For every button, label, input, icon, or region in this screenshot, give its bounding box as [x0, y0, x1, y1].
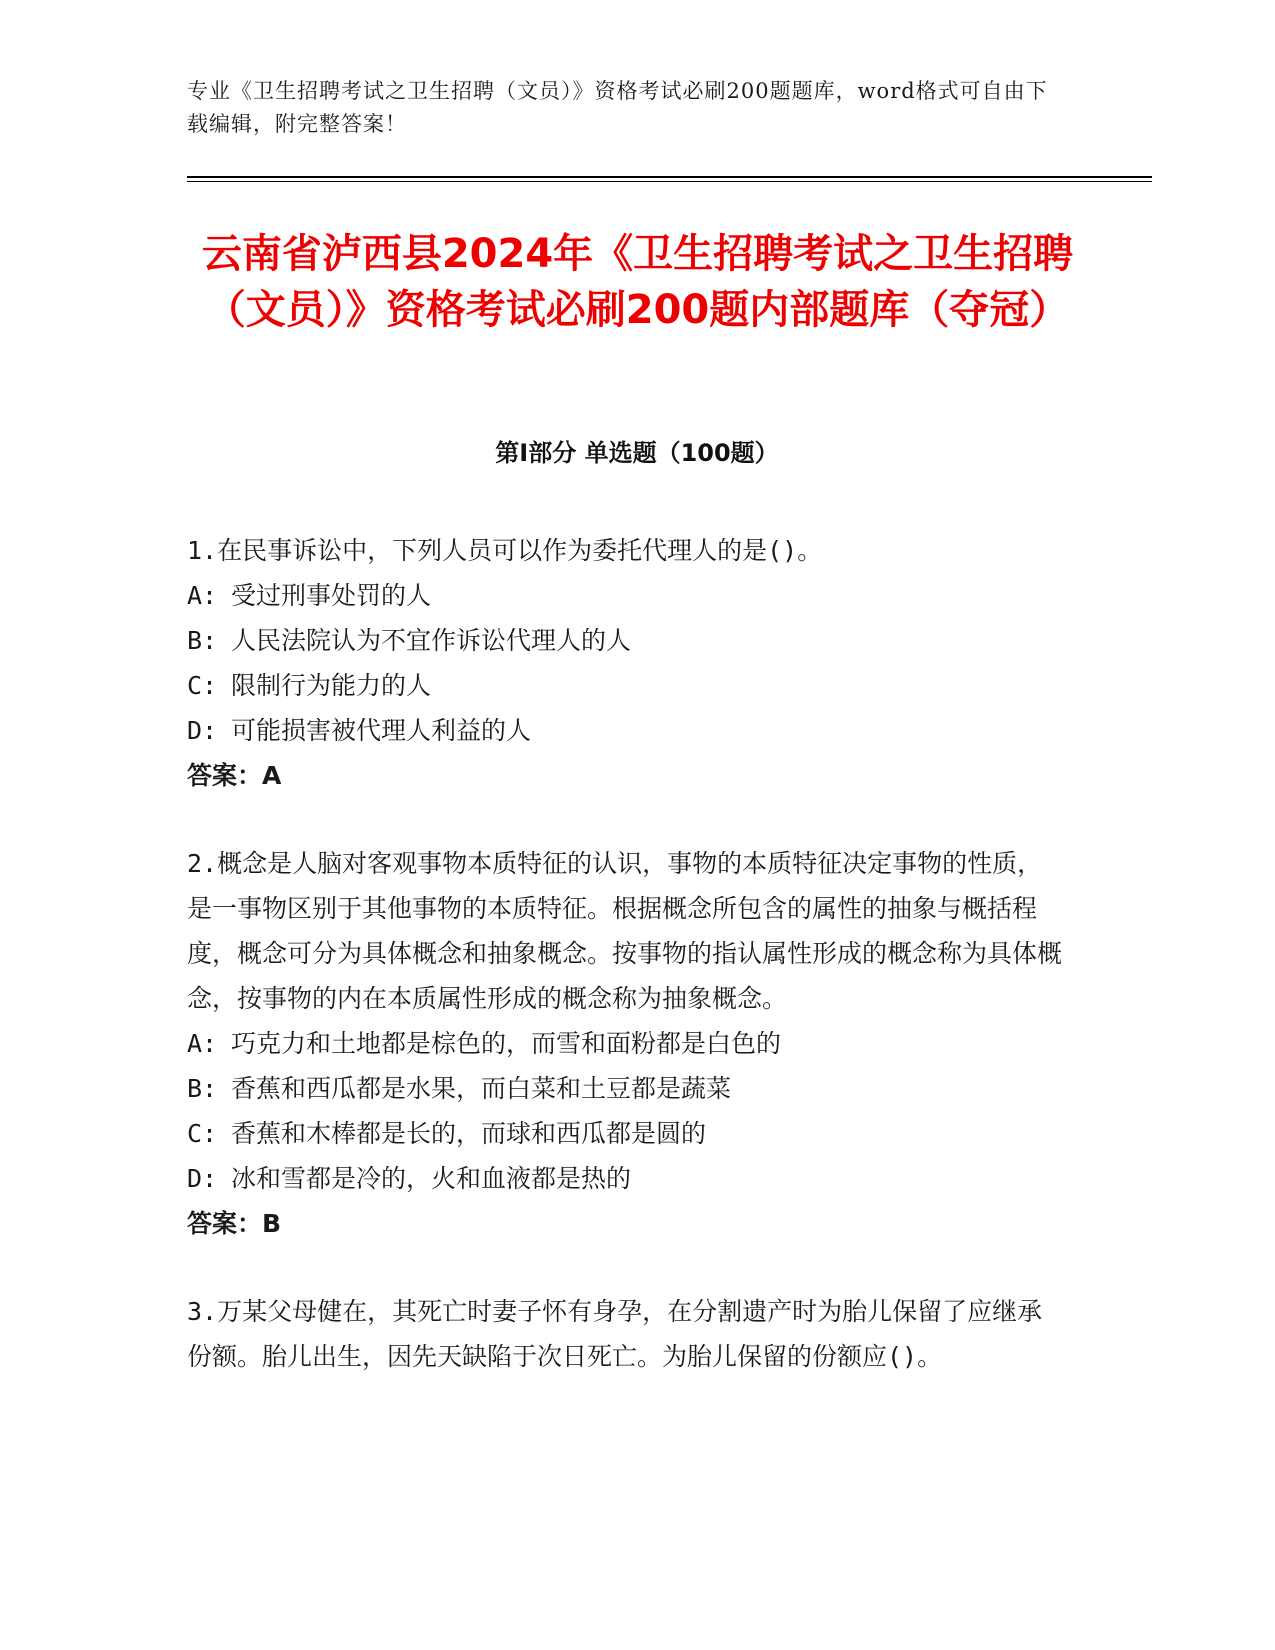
section-title: 第Ⅰ部分 单选题（100题） [495, 439, 779, 467]
document-title: 云南省泸西县2024年《卫生招聘考试之卫生招聘（文员）》资格考试必刷200题内部题库（夺冠） [201, 231, 1074, 333]
question-stem: 3.万某父母健在，其死亡时妻子怀有身孕，在分割遗产时为胎儿保留了应继承份额。胎儿出生，因先天缺陷于次日死亡。为胎儿保留的份额应()。 [187, 1297, 1043, 1371]
option-c [187, 1111, 1067, 1156]
option-text: 冰和雪都是冷的，火和血液都是热的 [231, 1164, 632, 1193]
option-text: 可能损害被代理人利益的人 [231, 716, 532, 745]
question-1 [187, 528, 1067, 798]
header-divider-thin [187, 181, 1152, 182]
answer: 答案：B [187, 1209, 282, 1238]
option-c [187, 663, 1067, 708]
question-stem: 1.在民事诉讼中，下列人员可以作为委托代理人的是()。 [187, 536, 823, 565]
option-key: D: [187, 1164, 218, 1193]
option-key: B: [187, 1074, 218, 1103]
option-key: B: [187, 626, 218, 655]
option-key: A: [187, 1029, 218, 1058]
option-a [187, 573, 1067, 618]
option-text: 巧克力和土地都是棕色的，而雪和面粉都是白色的 [231, 1029, 782, 1058]
option-b [187, 618, 1067, 663]
answer: 答案：A [187, 761, 282, 790]
option-text: 限制行为能力的人 [231, 671, 432, 700]
option-text: 香蕉和木棒都是长的，而球和西瓜都是圆的 [231, 1119, 707, 1148]
question-list [187, 528, 1067, 1422]
option-text: 受过刑事处罚的人 [231, 581, 432, 610]
option-key: D: [187, 716, 218, 745]
option-key: A: [187, 581, 218, 610]
header-divider-thick [187, 176, 1152, 178]
question-3 [187, 1289, 1067, 1379]
option-key: C: [187, 671, 218, 700]
option-d [187, 708, 1067, 753]
option-b [187, 1066, 1067, 1111]
question-stem: 2.概念是人脑对客观事物本质特征的认识，事物的本质特征决定事物的性质，是一事物区别于其他事物的本质特征。根据概念所包含的属性的抽象与概括程度，概念可分为具体概念和抽象概念。按事物的指认属性形成的概念称为具体概念，按事物的内在本质属性形成的概念称为抽象概念。 [187, 849, 1063, 1013]
option-d [187, 1156, 1067, 1201]
header-note: 专业《卫生招聘考试之卫生招聘（文员）》资格考试必刷200题题库，word格式可自由下载编辑，附完整答案！ [187, 79, 1048, 136]
option-text: 人民法院认为不宜作诉讼代理人的人 [231, 626, 632, 655]
question-2 [187, 841, 1067, 1246]
option-a [187, 1021, 1067, 1066]
option-text: 香蕉和西瓜都是水果，而白菜和土豆都是蔬菜 [231, 1074, 732, 1103]
option-key: C: [187, 1119, 218, 1148]
